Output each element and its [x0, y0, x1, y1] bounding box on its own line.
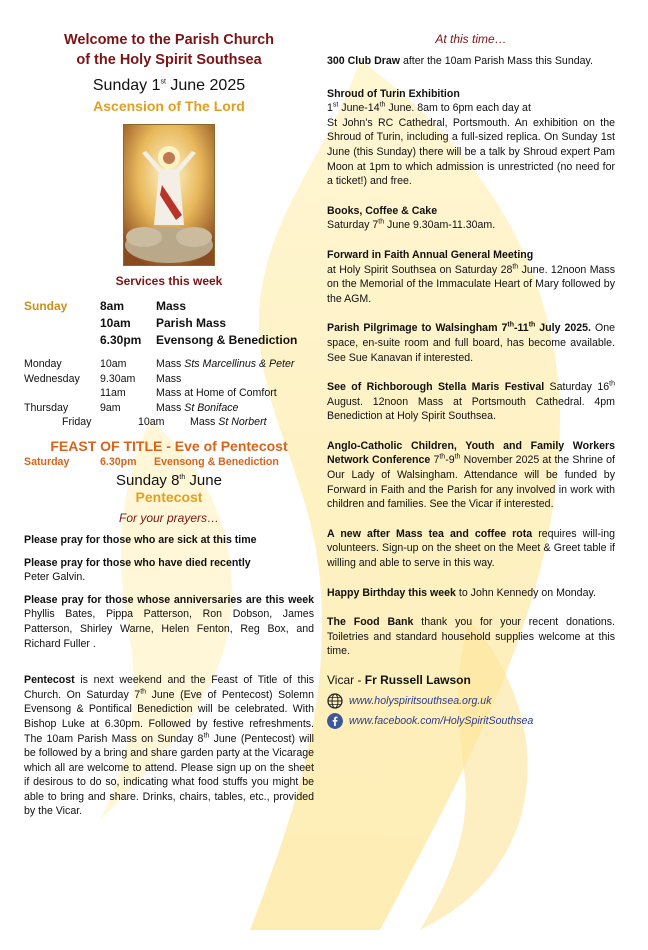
website-row: [327, 693, 615, 709]
club-notice: 300 Club Draw after the 10am Parish Mass this Sunday.: [327, 55, 593, 67]
service-day: Monday: [24, 358, 62, 370]
feast-title: Ascension of The Lord: [93, 98, 245, 114]
service-day: [24, 315, 100, 332]
stella-maris-notice: See of Richborough Stella Maris Festival Saturday 16th August. 12noon Mass at Portsmouth Cathedral. 4pm Benediction at Holy Spirit Southsea.: [327, 380, 615, 423]
fif-text: at Holy Spirit Southsea on Saturday 28th June. 12noon Mass on the Memorial of the Immaculate Heart of Mary followed by the AGM.: [327, 263, 616, 305]
shroud-text: St John's RC Cathedral, Portsmouth. An exhibition on the Shroud of Turin, including a full-sized replica. On Sunday 1st June (this Sunday) there will be a talk by Shroud expert Pam Moon at 1pm to which admission is unrestricted (no need for a ticket!) and free.: [327, 116, 615, 188]
service-time: 11am: [100, 387, 126, 400]
service-time: 10am: [100, 358, 127, 370]
conference-notice: Anglo-Catholic Children, Youth and Family Workers Network Conference 7th-9th November 2025 at the Shrine of Our Lady of Walsingham. Attendance will be funded by Forward in Faith and the Parish for any involved in work with children and families. See the Vicar if interested.: [327, 439, 615, 511]
pray-anniversaries: Please pray for those whose anniversaries are this week Phyllis Bates, Pippa Patterson, Ron Dobson, James Patterson, Shirley Warne, Helen Fenton, Reg Box, and Richard Fuller .: [24, 593, 314, 650]
saturday-service-row: [24, 456, 314, 468]
facebook-icon: [327, 713, 343, 729]
service-name: Evensong & Benediction: [154, 455, 279, 468]
service-date: Sunday 1st June 2025: [92, 77, 246, 94]
at-this-time-heading: At this time…: [435, 32, 507, 46]
service-row: [24, 372, 314, 387]
pentecost-title: Pentecost: [135, 488, 203, 505]
welcome-line-2: of the Holy Spirit Southsea: [76, 52, 262, 68]
rota-notice: A new after Mass tea and coffee rota requires will-ing volunteers. Sign-up on the sheet on the Meet & Greet table if willing and able to serve in this way.: [327, 527, 615, 570]
service-time: 6.30pm: [100, 455, 137, 468]
service-day: Sunday: [24, 299, 68, 313]
shroud-dates: 1st June-14th June. 8am to 6pm each day at: [327, 101, 531, 115]
books-title: Books, Coffee & Cake: [327, 204, 438, 217]
next-sunday-date: Sunday 8th June: [116, 471, 222, 489]
service-day: [24, 386, 100, 401]
service-name: Mass Sts Marcellinus & Peter: [156, 358, 295, 370]
service-row: [24, 298, 314, 315]
globe-icon: [327, 693, 343, 709]
pray-sick: Please pray for those who are sick at this time: [24, 533, 257, 546]
vicar-line: Vicar - Fr Russell Lawson: [327, 673, 471, 687]
service-row: [24, 315, 314, 332]
pilgrimage-notice: Parish Pilgrimage to Walsingham 7th-11th July 2025. One space, en-suite room and full board, has become available. See Sue Kanavan if interested.: [327, 321, 615, 364]
service-name: Mass: [156, 299, 187, 313]
service-time: 9.30am: [100, 372, 136, 385]
prayers-heading: For your prayers…: [118, 510, 220, 525]
service-day: Saturday: [24, 455, 70, 468]
birthday-notice: Happy Birthday this week to John Kennedy on Monday.: [327, 586, 596, 599]
left-column: [24, 30, 314, 819]
service-name: Evensong & Benediction: [156, 333, 298, 347]
service-time: 6.30pm: [100, 333, 142, 347]
food-bank-notice: The Food Bank thank you for your recent donations. Toiletries and standard household supplies welcome at this time.: [327, 616, 615, 658]
service-time: 10am: [138, 416, 165, 429]
service-name: Mass at Home of Comfort: [156, 387, 277, 400]
facebook-link[interactable]: www.facebook.com/HolySpiritSouthsea: [349, 715, 534, 727]
services-table: [24, 298, 314, 415]
fif-title: Forward in Faith Annual General Meeting: [327, 248, 534, 261]
service-time: 9am: [100, 401, 121, 414]
shroud-title: Shroud of Turin Exhibition: [327, 87, 460, 100]
service-day: Friday: [62, 416, 92, 429]
service-row: [24, 401, 314, 416]
friday-service-row: [24, 415, 314, 430]
services-heading: Services this week: [115, 274, 223, 288]
service-row: [24, 386, 314, 401]
feast-of-title: FEAST OF TITLE - Eve of Pentecost: [50, 437, 288, 454]
service-day: [24, 332, 100, 349]
facebook-row: [327, 713, 615, 729]
service-name: Mass: [156, 372, 182, 385]
died-names: Peter Galvin.: [24, 571, 86, 584]
service-name: Mass St Norbert: [190, 416, 267, 429]
service-row: [24, 332, 314, 349]
website-link[interactable]: www.holyspiritsouthsea.org.uk: [349, 695, 492, 707]
service-time: 10am: [100, 316, 131, 330]
right-column: [327, 32, 615, 729]
ascension-image: [123, 124, 215, 266]
service-day: Thursday: [24, 401, 69, 414]
pray-died: Please pray for those who have died recently: [24, 556, 251, 569]
welcome-line-1: Welcome to the Parish Church: [63, 32, 275, 48]
service-name: Parish Mass: [156, 316, 227, 330]
pentecost-notice: Pentecost is next weekend and the Feast of Title of this Church. On Saturday 7th June (Eve of Pentecost) Solemn Evensong & Pontifical Benediction will be celebrated. With Bishop Luke at 6.30pm. Followed by festive refreshments. The 10am Parish Mass on Sunday 8th June (Pentecost) will be followed by a bring and share garden party at the Vicarage which all are welcome to attend. Please sign up on the sheet if desirous to do so, indicating what food stuffs you might be able to bring and share. Drinks, chairs, tables, etc., provided by the Vicar.: [24, 674, 314, 818]
service-row: [24, 357, 314, 372]
service-name: Mass St Boniface: [156, 401, 239, 414]
service-time: 8am: [100, 299, 125, 313]
service-day: Wednesday: [24, 372, 80, 385]
books-date: Saturday 7th June 9.30am-11.30am.: [327, 218, 496, 232]
